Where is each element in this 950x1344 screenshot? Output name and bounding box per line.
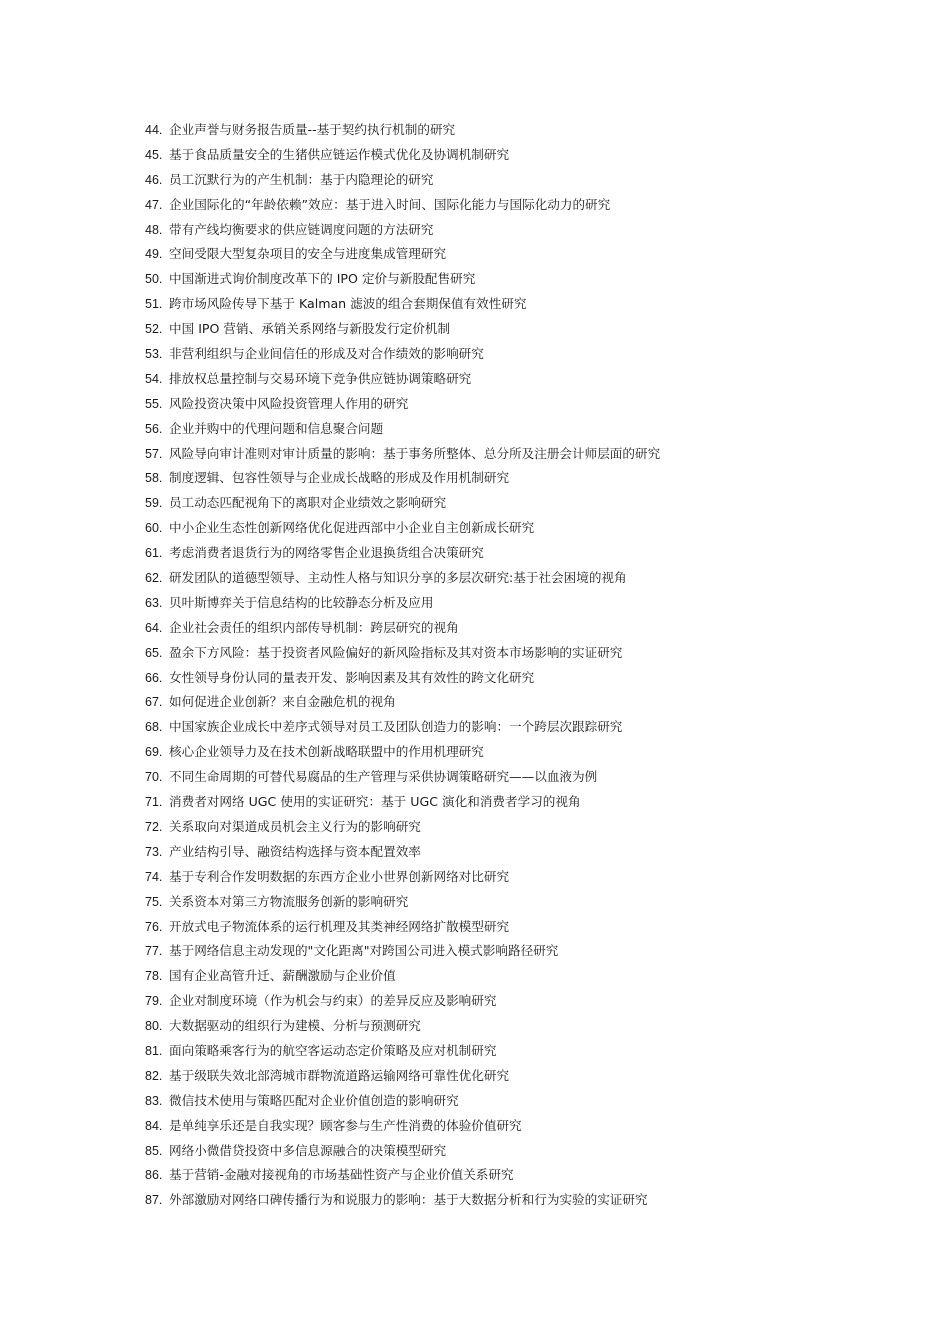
item-number: 82. [145, 1068, 163, 1083]
list-item [145, 641, 915, 666]
list-item [145, 342, 915, 367]
item-number: 81. [145, 1043, 163, 1058]
item-title: 企业国际化的“年龄依赖”效应：基于进入时间、国际化能力与国际化动力的研究 [169, 196, 611, 212]
item-title: 开放式电子物流体系的运行机理及其类神经网络扩散模型研究 [169, 918, 510, 934]
item-title: 带有产线均衡要求的供应链调度问题的方法研究 [169, 221, 434, 237]
item-number: 78. [145, 969, 163, 984]
item-number: 59. [145, 496, 163, 511]
item-number: 69. [145, 745, 163, 760]
item-title: 盈余下方风险：基于投资者风险偏好的新风险指标及其对资本市场影响的实证研究 [169, 644, 623, 660]
item-title: 企业声誉与财务报告质量--基于契约执行机制的研究 [169, 122, 456, 137]
item-title: 基于营销-金融对接视角的市场基础性资产与企业价值关系研究 [169, 1167, 514, 1183]
list-item [145, 242, 915, 267]
item-number: 85. [145, 1143, 163, 1158]
item-title: 产业结构引导、融资结构选择与资本配置效率 [169, 843, 421, 859]
list-item [145, 267, 915, 292]
item-title: 基于网络信息主动发现的"文化距离"对跨国公司进入模式影响路径研究 [169, 943, 559, 959]
item-number: 49. [145, 247, 163, 262]
item-title: 企业对制度环境（作为机会与约束）的差异反应及影响研究 [169, 993, 497, 1009]
list-item [145, 392, 915, 417]
item-title: 基于食品质量安全的生猪供应链运作模式优化及协调机制研究 [169, 146, 510, 162]
item-title: 考虑消费者退货行为的网络零售企业退换货组合决策研究 [169, 545, 484, 561]
list-item [145, 989, 915, 1014]
list-item [145, 765, 915, 790]
list-item [145, 915, 915, 940]
item-title: 微信技术使用与策略匹配对企业价值创造的影响研究 [169, 1092, 459, 1108]
item-title: 是单纯享乐还是自我实现？顾客参与生产性消费的体验价值研究 [169, 1117, 522, 1133]
item-number: 44. [145, 123, 163, 137]
item-number: 68. [145, 720, 163, 735]
item-number: 57. [145, 446, 163, 461]
list-item [145, 666, 915, 691]
item-title: 消费者对网络 UGC 使用的实证研究：基于 UGC 演化和消费者学习的视角 [169, 794, 581, 810]
item-number: 52. [145, 322, 163, 337]
item-title: 制度逻辑、包容性领导与企业成长战略的形成及作用机制研究 [169, 470, 510, 486]
item-number: 60. [145, 521, 163, 536]
item-title: 关系资本对第三方物流服务创新的影响研究 [169, 893, 409, 909]
item-number: 87. [145, 1193, 163, 1208]
item-title: 非营利组织与企业间信任的形成及对合作绩效的影响研究 [169, 346, 484, 362]
item-number: 54. [145, 371, 163, 386]
item-number: 66. [145, 670, 163, 685]
list-item [145, 143, 915, 168]
item-number: 47. [145, 197, 163, 212]
item-title: 员工沉默行为的产生机制：基于内隐理论的研究 [169, 171, 434, 187]
item-number: 72. [145, 819, 163, 834]
item-number: 51. [145, 297, 163, 312]
item-number: 79. [145, 994, 163, 1009]
item-title: 中国渐进式询价制度改革下的 IPO 定价与新股配售研究 [169, 271, 476, 287]
list-item [145, 317, 915, 342]
item-title: 网络小微借贷投资中多信息源融合的决策模型研究 [169, 1142, 447, 1158]
item-number: 71. [145, 795, 163, 810]
item-title: 研发团队的道德型领导、主动性人格与知识分享的多层次研究:基于社会困境的视角 [169, 570, 627, 586]
item-title: 大数据驱动的组织行为建模、分析与预测研究 [169, 1018, 421, 1034]
list-item [145, 790, 915, 815]
item-number: 46. [145, 172, 163, 187]
item-number: 64. [145, 620, 163, 635]
item-title: 关系取向对渠道成员机会主义行为的影响研究 [169, 818, 421, 834]
item-number: 61. [145, 546, 163, 561]
item-number: 70. [145, 770, 163, 785]
list-item [145, 491, 915, 516]
item-number: 63. [145, 595, 163, 610]
list-item [145, 890, 915, 915]
list-item [145, 1014, 915, 1039]
item-number: 67. [145, 695, 163, 710]
list-item [145, 964, 915, 989]
list-item [145, 865, 915, 890]
item-title: 国有企业高管升迁、薪酬激励与企业价值 [169, 968, 396, 984]
item-number: 58. [145, 471, 163, 486]
item-number: 76. [145, 919, 163, 934]
item-title: 女性领导身份认同的量表开发、影响因素及其有效性的跨文化研究 [169, 669, 535, 685]
list-item [145, 815, 915, 840]
item-number: 73. [145, 844, 163, 859]
list-item [145, 1163, 915, 1188]
item-number: 83. [145, 1093, 163, 1108]
list-item [145, 1139, 915, 1164]
item-title: 中国 IPO 营销、承销关系网络与新股发行定价机制 [169, 321, 451, 337]
item-number: 84. [145, 1118, 163, 1133]
list-item [145, 1064, 915, 1089]
item-title: 跨市场风险传导下基于 Kalman 滤波的组合套期保值有效性研究 [169, 296, 527, 312]
item-number: 53. [145, 347, 163, 362]
list-item [145, 591, 915, 616]
research-topic-list [145, 118, 915, 1213]
item-title: 贝叶斯博弈关于信息结构的比较静态分析及应用 [169, 594, 434, 610]
item-number: 75. [145, 894, 163, 909]
list-item [145, 1114, 915, 1139]
list-item [145, 840, 915, 865]
item-number: 86. [145, 1168, 163, 1183]
item-title: 如何促进企业创新？来自金融危机的视角 [169, 694, 396, 710]
item-title: 不同生命周期的可替代易腐品的生产管理与采供协调策略研究——以血液为例 [169, 769, 598, 785]
item-number: 74. [145, 869, 163, 884]
list-item [145, 541, 915, 566]
list-item [145, 1039, 915, 1064]
item-number: 80. [145, 1019, 163, 1034]
item-number: 48. [145, 222, 163, 237]
list-item [145, 218, 915, 243]
item-title: 风险投资决策中风险投资管理人作用的研究 [169, 395, 409, 411]
list-item [145, 442, 915, 467]
item-number: 50. [145, 272, 163, 287]
list-item [145, 1089, 915, 1114]
item-number: 45. [145, 147, 163, 162]
list-item [145, 193, 915, 218]
item-title: 排放权总量控制与交易环境下竞争供应链协调策略研究 [169, 370, 472, 386]
list-item [145, 715, 915, 740]
list-item [145, 168, 915, 193]
list-item [145, 367, 915, 392]
item-title: 核心企业领导力及在技术创新战略联盟中的作用机理研究 [169, 744, 484, 760]
item-title: 风险导向审计准则对审计质量的影响：基于事务所整体、总分所及注册会计师层面的研究 [169, 445, 661, 461]
item-number: 62. [145, 571, 163, 586]
item-title: 中小企业生态性创新网络优化促进西部中小企业自主创新成长研究 [169, 520, 535, 536]
list-item [145, 616, 915, 641]
list-item [145, 516, 915, 541]
list-item [145, 566, 915, 591]
list-item [145, 417, 915, 442]
list-item [145, 939, 915, 964]
item-title: 员工动态匹配视角下的离职对企业绩效之影响研究 [169, 495, 447, 511]
list-item [145, 118, 915, 143]
list-item [145, 690, 915, 715]
item-title: 外部激励对网络口碑传播行为和说服力的影响：基于大数据分析和行为实验的实证研究 [169, 1192, 648, 1208]
item-number: 55. [145, 396, 163, 411]
item-title: 企业社会责任的组织内部传导机制：跨层研究的视角 [169, 619, 459, 635]
item-title: 基于级联失效北部湾城市群物流道路运输网络可靠性优化研究 [169, 1067, 510, 1083]
list-item [145, 292, 915, 317]
item-title: 企业并购中的代理问题和信息聚合问题 [169, 420, 384, 436]
item-number: 77. [145, 944, 163, 959]
item-title: 基于专利合作发明数据的东西方企业小世界创新网络对比研究 [169, 868, 510, 884]
list-item [145, 1188, 915, 1213]
list-item [145, 466, 915, 491]
item-title: 空间受限大型复杂项目的安全与进度集成管理研究 [169, 246, 447, 262]
item-number: 65. [145, 645, 163, 660]
item-number: 56. [145, 421, 163, 436]
list-item [145, 740, 915, 765]
item-title: 中国家族企业成长中差序式领导对员工及团队创造力的影响：一个跨层次跟踪研究 [169, 719, 623, 735]
item-title: 面向策略乘客行为的航空客运动态定价策略及应对机制研究 [169, 1042, 497, 1058]
